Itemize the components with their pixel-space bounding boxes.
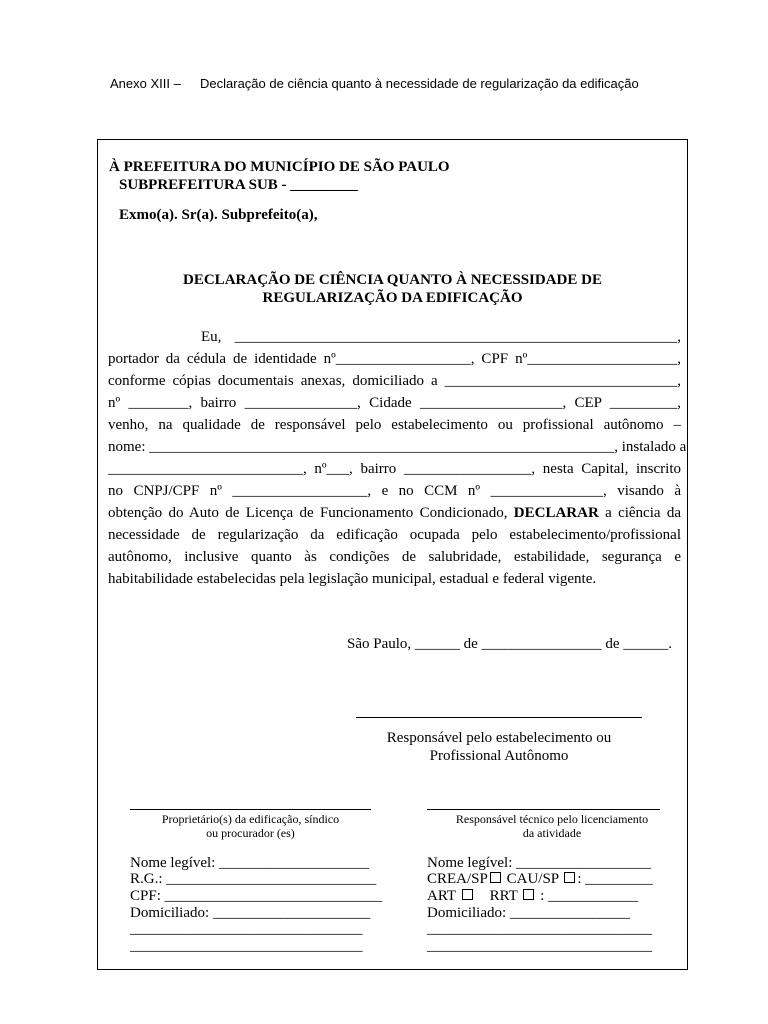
technician-art-rrt-field [427,888,638,904]
owner-extra-line2: _______________________________ [130,938,363,954]
cau-number: : _________ [577,871,653,887]
body-line-establishment: nome: ______________________________________________________________, instalado a [108,439,687,455]
rrt-checkbox[interactable] [523,889,534,900]
owner-domicile-field: Domiciliado: _____________________ [130,905,371,921]
annex-header [110,76,662,92]
annex-number: Anexo XIII – [110,76,181,91]
body-line-registration: no CNPJ/CPF nº __________________, e no CCM nº _______________, visando à [108,483,681,499]
owner-signature-line [130,809,371,810]
rrt-number: : ____________ [536,888,639,904]
main-signature-caption [356,729,642,765]
body-line-capacity: venho, na qualidade de responsável pelo estabelecimento ou profissional autônomo – [108,417,681,433]
technician-extra-line1: ______________________________ [427,921,652,937]
owner-caption-line2: ou procurador (es) [206,826,295,840]
owner-rg-field: R.G.: ____________________________ [130,871,377,887]
body-line-legislation: habitabilidade estabelecidas pela legislação municipal, estadual e federal vigente. [108,571,597,587]
art-label: ART [427,888,456,904]
subprefeitura-line: SUBPREFEITURA SUB - _________ [119,177,358,193]
technician-signature-line [427,809,660,810]
technician-caption-line2: da atividade [522,826,582,840]
addressee-line: À PREFEITURA DO MUNICÍPIO DE SÃO PAULO [109,159,450,175]
rrt-label: RRT [489,888,518,904]
body-text: a ciência da [598,505,682,521]
body-line-regularization: necessidade de regularização da edificação ocupada pelo estabelecimento/profissional [108,527,681,543]
body-line-declare [108,504,681,523]
salutation: Exmo(a). Sr(a). Subprefeito(a), [119,207,318,223]
annex-title: Declaração de ciência quanto à necessidade de regularização da edificação [200,76,639,91]
declaration-form [97,139,688,970]
owner-extra-line1: _______________________________ [130,921,363,937]
place-date-line: São Paulo, ______ de ________________ de ______. [347,636,672,652]
body-line-conditions: autônomo, inclusive quanto às condições de salubridade, estabilidade, segurança e [108,549,681,565]
body-line-identity: portador da cédula de identidade nº__________________, CPF nº____________________, [108,351,681,367]
main-signature-caption-line2: Profissional Autônomo [429,748,569,764]
body-line-location: __________________________, nº___, bairro _________________, nesta Capital, inscrito [108,461,681,477]
technician-extra-line2: ______________________________ [427,938,652,954]
main-signature-caption-line1: Responsável pelo estabelecimento ou [386,730,612,746]
owner-caption-line1: Proprietário(s) da edificação, síndico [161,812,340,826]
body-line-domicile: conforme cópias documentais anexas, domiciliado a _______________________________, [108,373,681,389]
technician-council-field [427,871,653,887]
cau-label: CAU/SP [506,871,559,887]
declarar-emphasis: DECLARAR [513,505,599,521]
technician-domicile-field: Domiciliado: ________________ [427,905,630,921]
owner-name-field: Nome legível: ____________________ [130,855,370,871]
declaration-title-line1: DECLARAÇÃO DE CIÊNCIA QUANTO À NECESSIDADE DE [183,272,602,288]
crea-label: CREA/SP [427,871,488,887]
body-text: obtenção do Auto de Licença de Funcionamento Condicionado, [108,505,514,521]
owner-cpf-field: CPF: _____________________________ [130,888,383,904]
cau-checkbox[interactable] [564,872,575,883]
body-line-name: Eu, ___________________________________________________________, [201,329,681,345]
technician-name-field: Nome legível: __________________ [427,855,652,871]
main-signature-line [356,717,642,718]
owner-signature-caption [130,812,371,840]
crea-checkbox[interactable] [490,872,501,883]
technician-caption-line1: Responsável técnico pelo licenciamento [455,812,649,826]
body-line-address: nº ________, bairro _______________, Cidade ___________________, CEP _________, [108,395,681,411]
technician-signature-caption [427,812,677,840]
art-checkbox[interactable] [462,889,473,900]
declaration-title-line2: REGULARIZAÇÃO DA EDIFICAÇÃO [262,290,523,306]
